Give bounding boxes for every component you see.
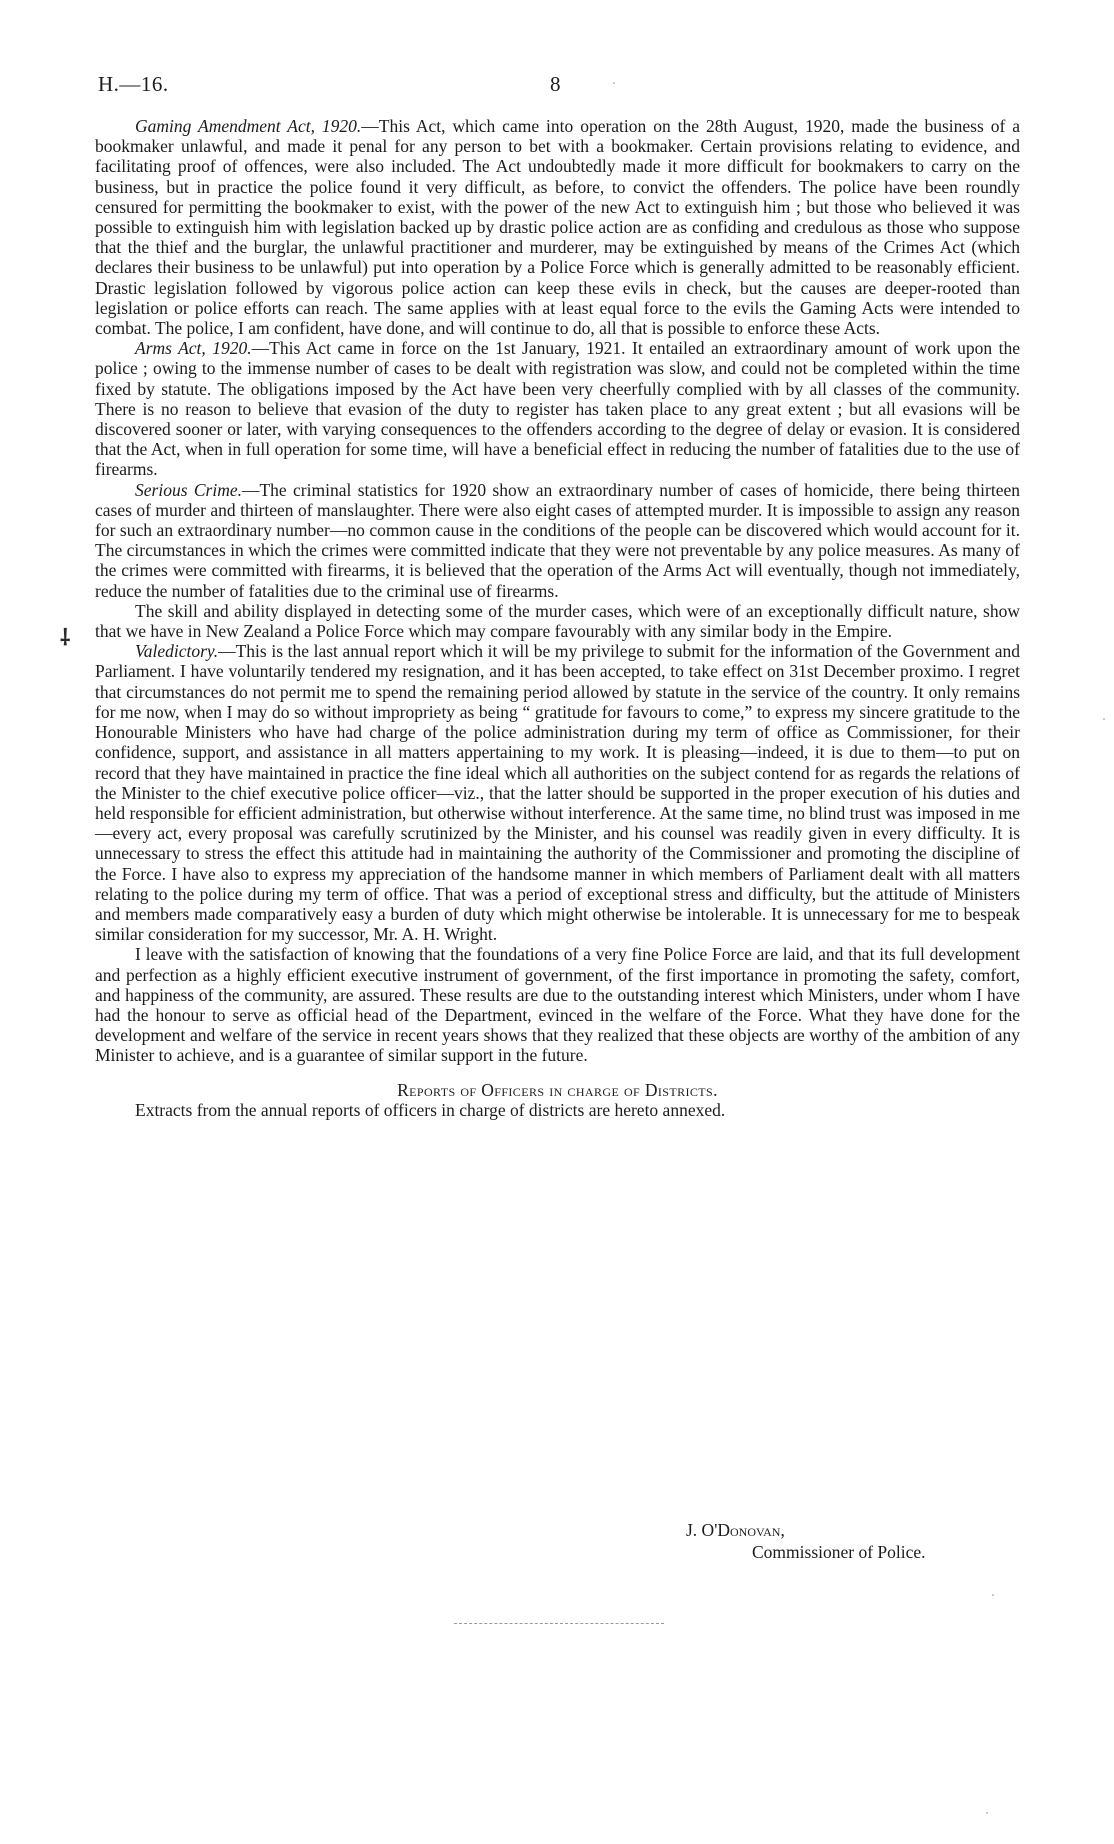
section-heading: Reports of Officers in charge of Districts. xyxy=(397,1079,718,1100)
page-number: 8 xyxy=(550,72,561,96)
paragraph-closing xyxy=(95,944,1020,1065)
paragraph-serious-crime xyxy=(95,480,1020,601)
paragraph-lead: Serious Crime. xyxy=(135,479,242,500)
paragraph-text: —This is the last annual report which it will be my privilege to submit for the information of the Government and Parliament. I have voluntarily tendered my resignation, and it has been accepted, to take effect on 31st December proximo. I regret that circumstances do not permit me to spend the remaining period allowed by statute in the service of the country. It only remains for me now, when I may do so without impropriety as being “ gratitude for favours to come,” to express my sincere gratitude to the Honourable Ministers who have had charge of the police administration during my term of office as Commissioner, for their confidence, support, and assistance in all matters appertaining to my work. It is pleasing—indeed, it is due to them—to put on record that they have maintained in practice the fine ideal which all authorities on the subject contend for as regards the relations of the Minister to the chief executive police officer—viz., that the latter should be supported in the proper execution of his duties and held responsible for efficient administration, but otherwise without interference. At the same time, no blind trust was imposed in me—every act, every proposal was carefully scrutinized by the Minister, and his counsel was readily given in every difficulty. It is unnecessary to stress the effect this attitude had in maintaining the authority of the Commissioner and promoting the discipline of the Force. I have also to express my appreciation of the handsome manner in which members of Parliament dealt with all matters relating to the police during my term of office. That was a period of exceptional stress and difficulty, but the attitude of Ministers and members made comparatively easy a burden of duty which might otherwise be intolerable. It is unnecessary for me to bespeak similar consideration for my successor, Mr. A. H. Wright. xyxy=(95,641,1020,945)
signatory-title: Commissioner of Police. xyxy=(752,1542,926,1562)
page-header xyxy=(98,72,1018,102)
signatory-name: J. O'Donovan, xyxy=(686,1520,785,1540)
margin-annotation-mark: ⸸ xyxy=(60,625,71,650)
paragraph-valedictory xyxy=(95,641,1020,944)
section-text: Extracts from the annual reports of officers in charge of districts are hereto annexed. xyxy=(135,1099,726,1120)
paper-speck xyxy=(613,82,615,84)
signature-block xyxy=(686,1519,926,1563)
report-body xyxy=(95,116,1020,1120)
paragraph-text: I leave with the satisfaction of knowing that the foundations of a very fine Police Force are laid, and that its full development and perfection as a highly efficient executive instrument of government, of the first importance in promoting the safety, comfort, and happiness of the community, are assured. These results are due to the outstanding interest which Ministers, under whom I have had the honour to serve as official head of the Department, evinced in the welfare of the Force. What they have done for the development and welfare of the service in recent years shows that they realized that these objects are worthy of the ambition of any Minister to achieve, and is a guarantee of similar support in the future. xyxy=(95,944,1020,1066)
paragraph-text: The skill and ability displayed in detecting some of the murder cases, which were of an exceptionally difficult nature, show that we have in New Zealand a Police Force which may compare favourably with any similar body in the Empire. xyxy=(95,600,1020,642)
document-reference: H.—16. xyxy=(98,72,169,96)
paragraph-lead: Valedictory. xyxy=(135,641,219,662)
paragraph-text: —This Act, which came into operation on the 28th August, 1920, made the business of a bookmaker unlawful, and made it penal for any person to bet with a bookmaker. Certain provisions relating to evidence, and facilitating proof of offences, were also included. The Act undoubtedly made it more difficult for bookmakers to carry on the business, but in practice the police found it very difficult, as before, to convict the offenders. The police have been roundly censured for permitting the bookmaker to exist, with the power of the new Act to extinguish him ; but those who believed it was possible to extinguish him with legislation backed up by drastic police action are as confiding and credulous as those who suppose that the thief and the burglar, the unlawful practitioner and murderer, may be extinguished by means of the Crimes Act (which declares their business to be unlawful) put into operation by a Police Force which is generally admitted to be reasonably efficient. Drastic legislation followed by vigorous police action can keep these evils in check, but the causes are deeper-rooted than legislation or police efforts can reach. The same applies with at least equal force to the evils the Gaming Acts were intended to combat. The police, I am confident, have done, and will continue to do, all that is possible to enforce these Acts. xyxy=(95,116,1020,339)
paper-speck xyxy=(986,1812,988,1814)
paragraph-text: —This Act came in force on the 1st January, 1921. It entailed an extraordinary amount of work upon the police ; owing to the immense number of cases to be dealt with registration was slow, and could not be completed within the time fixed by statute. The obligations imposed by the Act have been very cheerfully complied with by all classes of the community. There is no reason to believe that evasion of the duty to register has taken place to any great extent ; but all evasions will be discovered sooner or later, with varying consequences to the offenders according to the degree of delay or evasion. It is considered that the Act, when in full operation for some time, will have a beneficial effect in reducing the number of fatalities due to the use of firearms. xyxy=(95,338,1020,480)
paragraph-arms-act xyxy=(95,338,1020,479)
paper-speck xyxy=(992,1594,994,1596)
paragraph-gaming-act xyxy=(95,116,1020,338)
paragraph-text: —The criminal statistics for 1920 show an extraordinary number of cases of homicide, there being thirteen cases of murder and thirteen of manslaughter. There were also eight cases of attempted murder. It is impossible to assign any reason for such an extraordinary number—no common cause in the conditions of the people can be discovered which would account for it. The circumstances in which the crimes were committed indicate that they were not preventable by any police measures. As many of the crimes were committed with firearms, it is believed that the operation of the Arms Act will eventually, though not immediately, reduce the number of fatalities due to the criminal use of firearms. xyxy=(95,479,1020,601)
paragraph-lead: Gaming Amendment Act, 1920. xyxy=(135,116,362,136)
paragraph-detection-skill xyxy=(95,601,1020,641)
paragraph-lead: Arms Act, 1920. xyxy=(135,338,252,359)
closing-rule xyxy=(454,1623,664,1624)
paper-speck xyxy=(1103,718,1105,720)
